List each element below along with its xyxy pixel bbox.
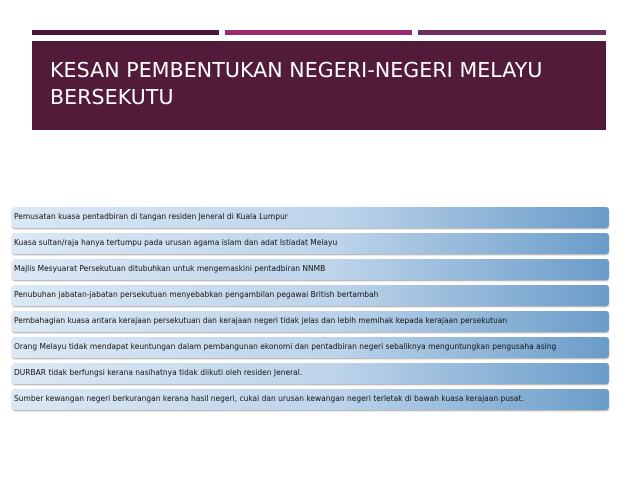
list-item-label: Kuasa sultan/raja hanya tertumpu pada urusan agama islam dan adat Istiadat Melayu bbox=[14, 238, 338, 247]
list-item bbox=[12, 259, 609, 280]
list-item-label: Orang Melayu tidak mendapat keuntungan dalam pembangunan ekonomi dan pentadbiran negeri sebaliknya menguntungkan pengusaha asing bbox=[14, 342, 557, 351]
title-box bbox=[32, 41, 606, 130]
list-item bbox=[12, 337, 609, 358]
list-item-label: DURBAR tidak berfungsi kerana nasihatnya tidak diikuti oleh residen Jeneral. bbox=[14, 368, 303, 377]
slide-title: KESAN PEMBENTUKAN NEGERI-NEGERI MELAYU BERSEKUTU bbox=[50, 58, 543, 109]
list-item-label: Majlis Mesyuarat Persekutuan ditubuhkan untuk mengemaskini pentadbiran NNMB bbox=[14, 264, 326, 273]
list-item bbox=[12, 389, 609, 410]
bullet-list bbox=[12, 207, 609, 415]
list-item bbox=[12, 363, 609, 384]
list-item-label: Pemusatan kuasa pentadbiran di tangan residen Jeneral di Kuala Lumpur bbox=[14, 212, 288, 221]
list-item bbox=[12, 233, 609, 254]
list-item bbox=[12, 285, 609, 306]
accent-bar-dark bbox=[32, 30, 219, 35]
list-item bbox=[12, 311, 609, 332]
list-item bbox=[12, 207, 609, 228]
list-item-label: Sumber kewangan negeri berkurangan kerana hasil negeri, cukai dan urusan kewangan negeri terletak di bawah kuasa kerajaan pusat. bbox=[14, 394, 524, 403]
accent-bar-purple bbox=[418, 30, 606, 35]
list-item-label: Pembahagian kuasa antara kerajaan persekutuan dan kerajaan negeri tidak jelas dan lebih memihak kepada kerajaan persekutuan bbox=[14, 316, 508, 325]
list-item-label: Penubuhan jabatan-jabatan persekutuan menyebabkan pengambilan pegawai British bertambah bbox=[14, 290, 379, 299]
accent-bar-magenta bbox=[225, 30, 412, 35]
